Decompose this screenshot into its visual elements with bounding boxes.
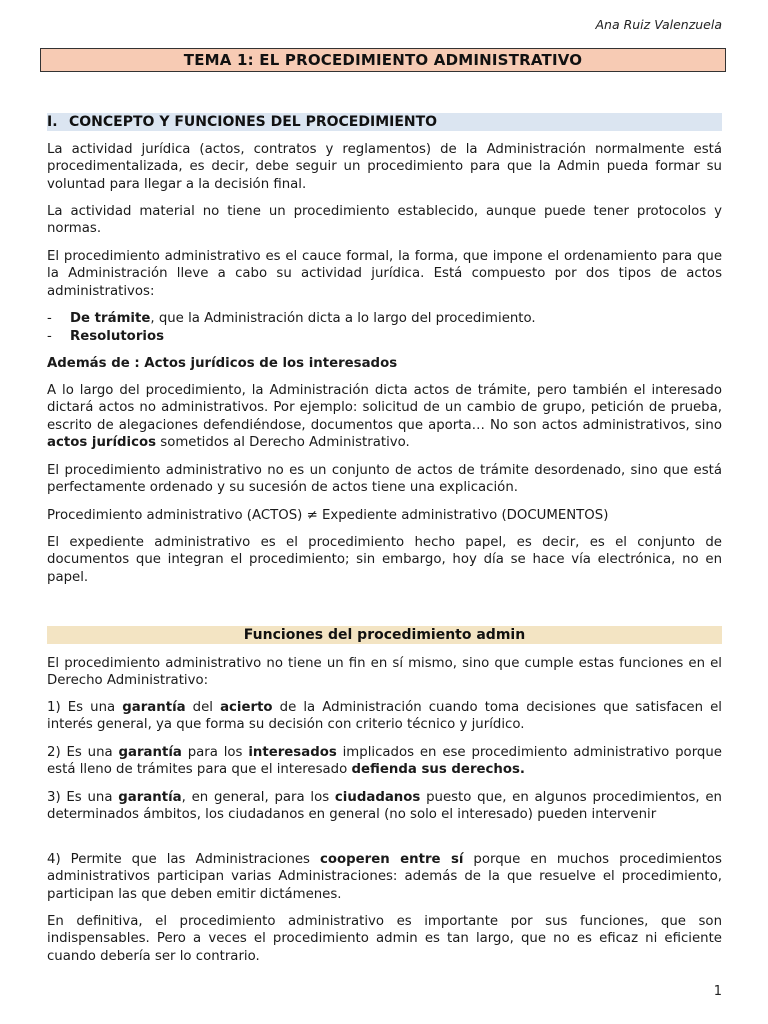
paragraph: La actividad material no tiene un procedimiento establecido, aunque puede tener protocolos y normas.	[47, 204, 722, 237]
paragraph: Procedimiento administrativo (ACTOS) ≠ Expediente administrativo (DOCUMENTOS)	[47, 508, 609, 523]
section-heading	[47, 113, 722, 131]
paragraph: El expediente administrativo es el procedimiento hecho papel, es decir, es el conjunto de documentos que integran el procedimiento; sin embargo, hoy día se hace vía electrónica, no en papel.	[47, 535, 722, 585]
document-page	[47, 0, 722, 1024]
list-item	[47, 328, 164, 345]
function-bold: ciudadanos	[334, 790, 421, 805]
section-number: I.	[47, 114, 58, 130]
function-text: 1) Es una	[47, 700, 123, 715]
paragraph: La actividad jurídica (actos, contratos y reglamentos) de la Administración normalmente está procedimentalizada, es decir, debe seguir un procedimiento para que la Admin pueda formar su voluntad para llegar a la decisión final.	[47, 142, 722, 192]
function-text: implicados en ese procedimiento administrativo porque está lleno de trámites para que el interesado	[47, 745, 722, 778]
function-bold: interesados	[248, 745, 337, 760]
paragraph-text: sometidos al Derecho Administrativo.	[156, 434, 410, 450]
function-bold: cooperen entre sí	[319, 852, 464, 867]
paragraph	[47, 382, 722, 451]
function-text: de la Administración cuando toma decisiones que satisfacen el interés general, ya que forma su decisión con criterio técnico y jurídico.	[47, 700, 722, 733]
function-item	[47, 851, 722, 903]
list-item-text: , que la Administración dicta a lo largo del procedimiento.	[150, 311, 536, 326]
function-bold: garantía	[118, 745, 182, 760]
paragraph-text: A lo largo del procedimiento, la Administración dicta actos de trámite, pero también el interesado dictará actos no administrativos. Por ejemplo: solicitud de un cambio de grupo, petición de prueba, escrito de alegaciones defendiéndose, documentos que aporta… No son actos administrativos, sino	[47, 383, 722, 433]
paragraph: El procedimiento administrativo no es un conjunto de actos de trámite desordenado, sino que está perfectamente ordenado y su sucesión de actos tiene una explicación.	[47, 463, 722, 496]
page-number: 1	[713, 984, 722, 999]
list-item	[47, 310, 536, 327]
function-item	[47, 744, 722, 779]
function-bold: acierto	[220, 700, 273, 715]
function-item	[47, 789, 722, 824]
function-text: porque en muchos procedimientos administrativos participan varias Administraciones: además de la que resuelve el procedimiento, participan las que deben emitir dictámenes.	[47, 852, 722, 902]
list-dash: -	[47, 311, 52, 326]
function-bold: garantía	[122, 700, 186, 715]
function-item	[47, 699, 722, 734]
author-name: Ana Ruiz Valenzuela	[595, 17, 722, 32]
function-bold: defienda sus derechos.	[351, 762, 525, 778]
section-title: CONCEPTO Y FUNCIONES DEL PROCEDIMIENTO	[69, 114, 438, 130]
function-text: puesto que, en algunos procedimientos, en determinados ámbitos, los ciudadanos en general (no solo el interesado) pueden intervenir	[47, 790, 722, 823]
page-title: TEMA 1: EL PROCEDIMIENTO ADMINISTRATIVO	[40, 48, 726, 72]
function-text: 3) Es una	[47, 790, 119, 805]
list-item-bold: De trámite	[70, 311, 151, 326]
function-text: del	[185, 700, 221, 715]
function-bold: garantía	[118, 790, 182, 805]
paragraph: El procedimiento administrativo no tiene un fin en sí mismo, sino que cumple estas funciones en el Derecho Administrativo:	[47, 656, 722, 689]
paragraph: En definitiva, el procedimiento administrativo es importante por sus funciones, que son indispensables. Pero a veces el procedimiento admin es tan largo, que no es eficaz ni eficiente cuando debería ser lo contrario.	[47, 914, 722, 964]
list-item-bold: Resolutorios	[70, 329, 164, 344]
funciones-heading: Funciones del procedimiento admin	[47, 626, 722, 644]
subheading	[47, 355, 722, 372]
subheading-text: Además de : Actos jurídicos de los interesados	[47, 356, 398, 371]
function-text: para los	[181, 745, 249, 760]
paragraph-bold: actos jurídicos	[47, 434, 157, 450]
function-text: , en general, para los	[181, 790, 335, 805]
list-dash: -	[47, 329, 52, 344]
function-text: 4) Permite que las Administraciones	[47, 852, 320, 867]
paragraph: El procedimiento administrativo es el cauce formal, la forma, que impone el ordenamiento para que la Administración lleve a cabo su actividad jurídica. Está compuesto por dos tipos de actos administrativos:	[47, 249, 722, 299]
function-text: 2) Es una	[47, 745, 119, 760]
